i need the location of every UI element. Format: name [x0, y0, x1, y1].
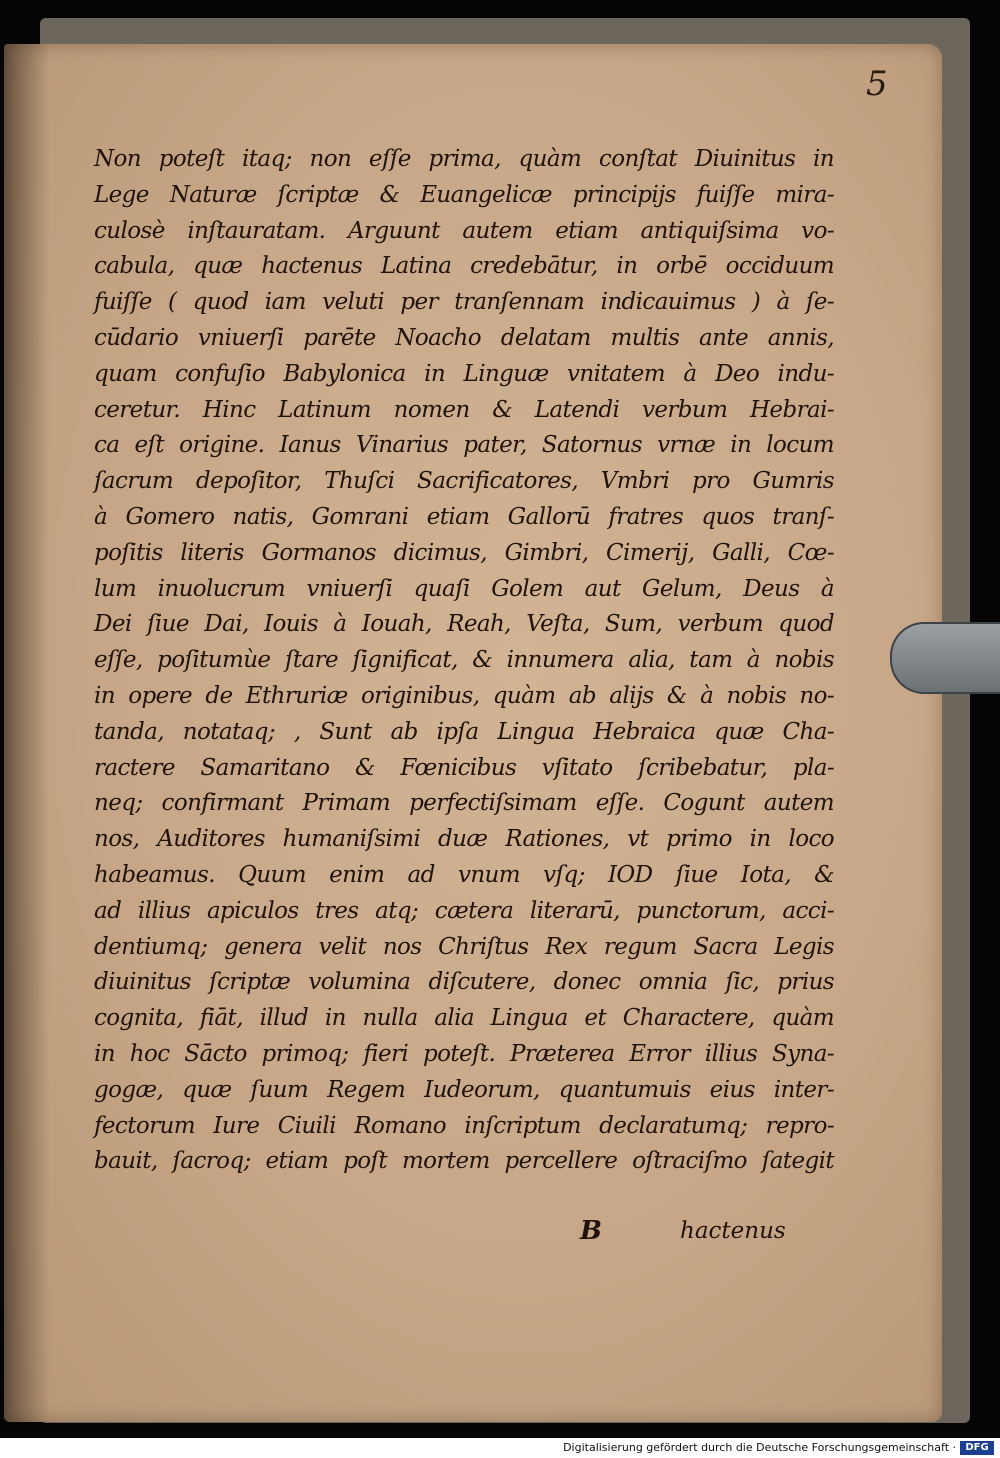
text-line: Lege Naturæ ſcriptæ & Euangelicæ principijs fuiſſe mira-	[94, 181, 834, 208]
text-line: tanda, notataq; , Sunt ab ipſa Lingua Hebraica quæ Cha-	[94, 718, 834, 745]
text-line: ceretur. Hinc Latinum nomen & Latendi verbum Hebrai-	[94, 396, 834, 423]
text-line: Non poteſt itaq; non eſſe prima, quàm conſtat Diuinitus in	[94, 146, 834, 172]
text-line: ca eſt origine. Ianus Vinarius pater, Satornus vrnæ in locum	[94, 432, 834, 459]
text-line: cognita, fiāt, illud in nulla alia Lingua et Charactere, quàm	[94, 1005, 834, 1032]
text-line: cabula, quæ hactenus Latina credebātur, in orbē occiduum	[94, 253, 834, 280]
text-line: eſſe, poſitumùe ſtare ſignificat, & innumera alia, tam à nobis	[94, 647, 834, 674]
text-line: à Gomero natis, Gomrani etiam Gallorū fratres quos tranſ-	[94, 503, 834, 530]
text-line: fectorum Iure Ciuili Romano inſcriptum declaratumq; repro-	[94, 1112, 834, 1139]
text-line: cūdario vniuerſi parēte Noacho delatam multis ante annis,	[94, 324, 834, 351]
page-clip	[890, 622, 1000, 694]
text-line: nos, Auditores humaniſsimi duæ Rationes, vt primo in loco	[94, 826, 834, 853]
text-line: gogæ, quæ ſuum Regem Iudeorum, quantumuis eius inter-	[94, 1076, 834, 1103]
signature-mark: B	[580, 1216, 602, 1246]
body-text	[94, 142, 834, 1180]
dfg-logo: DFG	[960, 1441, 994, 1455]
text-line: ractere Samaritano & Fœnicibus vſitato ſcribebatur, pla-	[94, 754, 834, 781]
text-line: bauit, ſacroq; etiam poſt mortem percellere oſtraciſmo ſategit	[94, 1148, 834, 1175]
text-line: diuinitus ſcriptæ volumina diſcutere, donec omnia ſic, prius	[94, 969, 834, 996]
text-line: habeamus. Quum enim ad vnum vſq; IOD ſiue Iota, &	[94, 861, 834, 888]
footer-bar	[0, 1438, 1000, 1458]
text-line: poſitis literis Gormanos dicimus, Gimbri, Cimerij, Galli, Cœ-	[94, 539, 834, 566]
text-line: fuiſſe ( quod iam veluti per tranſennam indicauimus ) à ſe-	[94, 289, 834, 316]
text-line: neq; confirmant Primam perfectiſsimam eſſe. Cogunt autem	[94, 790, 834, 817]
text-line: Dei ſiue Dai, Iouis à Iouah, Reah, Veſta, Sum, verbum quod	[94, 611, 834, 638]
text-line: in opere de Ethruriæ originibus, quàm ab alijs & à nobis no-	[94, 682, 834, 709]
text-line: in hoc Sācto primoq; fieri poteſt. Præterea Error illius Syna-	[94, 1040, 834, 1067]
text-line: culosè inſtauratam. Arguunt autem etiam antiquiſsima vo-	[94, 217, 834, 244]
catchword: hactenus	[680, 1218, 786, 1244]
funding-credit: Digitalisierung gefördert durch die Deutsche Forschungsgemeinschaft ·	[563, 1441, 956, 1454]
text-line: quam confuſio Babylonica in Linguæ vnitatem à Deo indu-	[94, 360, 834, 387]
text-line: ſacrum depoſitor, Thuſci Sacrificatores, Vmbri pro Gumris	[94, 468, 834, 495]
text-line: ad illius apiculos tres atq; cætera literarū, punctorum, acci-	[94, 897, 834, 924]
text-line: lum inuolucrum vniuerſi quaſi Golem aut Gelum, Deus à	[94, 575, 834, 602]
spine-shadow	[4, 44, 50, 1422]
folio-number: 5	[866, 64, 888, 104]
text-line: dentiumq; genera velit nos Chriſtus Rex regum Sacra Legis	[94, 933, 834, 960]
